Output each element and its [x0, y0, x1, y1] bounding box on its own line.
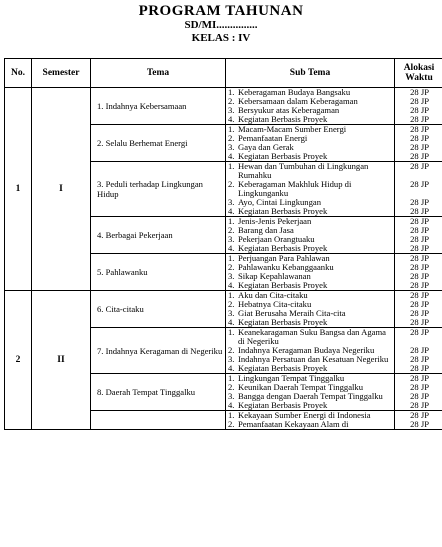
alokasi-cell: [395, 88, 442, 125]
subtema-label: Macam-Macam Sumber Energi: [238, 124, 347, 134]
alokasi-value: 28 JP: [410, 354, 429, 364]
semester-cell: I: [32, 88, 91, 291]
subtema-item: [226, 401, 394, 410]
subtema-item: [226, 244, 394, 253]
subtema-item: [226, 281, 394, 290]
subtema-number: 3.: [228, 197, 235, 207]
subtema-item: [226, 420, 394, 429]
subtema-label: Keberagaman Makhluk Hidup di Lingkunganku: [238, 179, 352, 198]
subtema-item: [226, 162, 394, 180]
tema-cell: 2. Selalu Berhemat Energi: [91, 125, 226, 162]
alokasi-cell: [395, 217, 442, 254]
subtema-number: 1.: [228, 290, 235, 300]
table-header-row: [5, 59, 442, 88]
subtema-item: [226, 328, 394, 346]
subtema-number: 2.: [228, 225, 235, 235]
subtema-cell: [226, 291, 395, 328]
tema-cell: 6. Cita-citaku: [91, 291, 226, 328]
subtema-item: [226, 115, 394, 124]
subtema-label: Kebersamaan dalam Keberagaman: [238, 96, 358, 106]
subtema-label: Perjuangan Para Pahlawan: [238, 253, 330, 263]
subtema-label: Kegiatan Berbasis Proyek: [238, 206, 328, 216]
subtema-number: 1.: [228, 124, 235, 134]
subtema-cell: [226, 411, 395, 430]
alokasi-value: 28 JP: [410, 280, 429, 290]
subtema-label: Pemanfaatan Energi: [238, 133, 308, 143]
alokasi-cell: [395, 291, 442, 328]
table-body: [5, 88, 442, 430]
alokasi-value: 28 JP: [410, 363, 429, 373]
col-header-semester: Semester: [32, 59, 91, 88]
subtema-number: 2.: [228, 419, 235, 429]
col-header-no: No.: [5, 59, 32, 88]
alokasi-value: 28 JP: [410, 161, 429, 171]
alokasi-value: 28 JP: [410, 114, 429, 124]
alokasi-value: 28 JP: [410, 179, 429, 189]
subtema-number: 4.: [228, 114, 235, 124]
alokasi-value: 28 JP: [410, 124, 429, 134]
subtema-cell: [226, 374, 395, 411]
alokasi-value: 28 JP: [410, 299, 429, 309]
subtema-number: 1.: [228, 161, 235, 171]
alokasi-cell: [395, 374, 442, 411]
subtema-number: 2.: [228, 96, 235, 106]
alokasi-value: 28 JP: [410, 410, 429, 420]
alokasi-value: 28 JP: [410, 105, 429, 115]
subtema-number: 3.: [228, 142, 235, 152]
subtema-label: Jenis-Jenis Pekerjaan: [238, 216, 312, 226]
subtema-label: Barang dan Jasa: [238, 225, 294, 235]
tema-cell: [91, 411, 226, 430]
alokasi-value: 28 JP: [410, 151, 429, 161]
subtema-number: 4.: [228, 400, 235, 410]
subtema-number: 1.: [228, 216, 235, 226]
subtema-number: 2.: [228, 299, 235, 309]
semester-cell: II: [32, 291, 91, 430]
subtema-label: Keanekaragaman Suku Bangsa dan Agama di Negeriku: [238, 327, 386, 346]
alokasi-value: 28 JP: [410, 253, 429, 263]
subtema-cell: [226, 125, 395, 162]
subtema-number: 2.: [228, 345, 235, 355]
alokasi-value: 28 JP: [410, 345, 429, 355]
alokasi-value: 28 JP: [410, 96, 429, 106]
alokasi-value: 28 JP: [410, 142, 429, 152]
subtema-number: 1.: [228, 373, 235, 383]
subtema-number: 3.: [228, 105, 235, 115]
subtema-number: 4.: [228, 317, 235, 327]
subtema-item: [226, 207, 394, 216]
alokasi-value: 28 JP: [410, 87, 429, 97]
subtema-label: Hebatnya Cita-citaku: [238, 299, 312, 309]
alokasi-value: 28 JP: [410, 419, 429, 429]
subtema-label: Pekerjaan Orangtuaku: [238, 234, 315, 244]
subtema-number: 3.: [228, 271, 235, 281]
subtema-number: 1.: [228, 87, 235, 97]
alokasi-value: 28 JP: [410, 206, 429, 216]
subtema-item: [226, 180, 394, 198]
tema-cell: 1. Indahnya Kebersamaan: [91, 88, 226, 125]
alokasi-value: 28 JP: [410, 262, 429, 272]
alokasi-value: 28 JP: [410, 290, 429, 300]
alokasi-value: 28 JP: [410, 308, 429, 318]
table-row: [5, 291, 442, 328]
subtema-number: 2.: [228, 133, 235, 143]
subtema-number: 4.: [228, 206, 235, 216]
alokasi-value: 28 JP: [410, 317, 429, 327]
alokasi-value: 28 JP: [410, 243, 429, 253]
subtema-cell: [226, 328, 395, 374]
subtema-label: Sikap Kepahlawanan: [238, 271, 311, 281]
alokasi-value: 28 JP: [410, 234, 429, 244]
subtema-number: 3.: [228, 391, 235, 401]
subtema-label: Indahnya Persatuan dan Kesatuan Negeriku: [238, 354, 389, 364]
subtema-cell: [226, 162, 395, 217]
tema-cell: 4. Berbagai Pekerjaan: [91, 217, 226, 254]
subtema-number: 1.: [228, 327, 235, 337]
tema-cell: 8. Daerah Tempat Tinggalku: [91, 374, 226, 411]
subtema-label: Hewan dan Tumbuhan di Lingkungan Rumahku: [238, 161, 369, 180]
alokasi-value: 28 JP: [410, 271, 429, 281]
page-title: PROGRAM TAHUNAN: [138, 3, 304, 19]
alokasi-value: 28 JP: [410, 391, 429, 401]
subtema-number: 3.: [228, 308, 235, 318]
subtema-number: 3.: [228, 354, 235, 364]
alokasi-cell: [395, 411, 442, 430]
alokasi-cell: [395, 125, 442, 162]
subtema-number: 4.: [228, 363, 235, 373]
subtema-label: Keberagaman Budaya Bangsaku: [238, 87, 351, 97]
col-header-subtema: Sub Tema: [226, 59, 395, 88]
annual-program-table: [4, 58, 442, 430]
subtema-number: 4.: [228, 280, 235, 290]
subtema-number: 3.: [228, 234, 235, 244]
subtema-label: Bangga dengan Daerah Tempat Tinggalku: [238, 391, 383, 401]
subtema-label: Indahnya Keragaman Budaya Negeriku: [238, 345, 375, 355]
subtema-label: Pahlawanku Kebanggaanku: [238, 262, 334, 272]
subtema-label: Bersyukur atas Keberagaman: [238, 105, 340, 115]
school-line: SD/MI...............: [184, 19, 258, 31]
subtema-label: Kegiatan Berbasis Proyek: [238, 280, 328, 290]
subtema-cell: [226, 88, 395, 125]
subtema-label: Kegiatan Berbasis Proyek: [238, 243, 328, 253]
subtema-label: Gaya dan Gerak: [238, 142, 294, 152]
subtema-label: Pemanfaatan Kekayaan Alam di: [238, 419, 349, 429]
subtema-item: [226, 152, 394, 161]
class-line: KELAS : IV: [191, 32, 251, 44]
alokasi-cell: [395, 254, 442, 291]
subtema-label: Aku dan Cita-citaku: [238, 290, 308, 300]
subtema-number: 4.: [228, 151, 235, 161]
row-number: 1: [5, 88, 32, 291]
alokasi-value: 28 JP: [410, 327, 429, 337]
tema-cell: 5. Pahlawanku: [91, 254, 226, 291]
col-header-alokasi: Alokasi Waktu: [395, 59, 442, 88]
subtema-label: Keunikan Daerah Tempat Tinggalku: [238, 382, 364, 392]
subtema-label: Kegiatan Berbasis Proyek: [238, 114, 328, 124]
subtema-cell: [226, 254, 395, 291]
subtema-label: Kekayaan Sumber Energi di Indonesia: [238, 410, 371, 420]
subtema-number: 2.: [228, 179, 235, 189]
alokasi-value: 28 JP: [410, 382, 429, 392]
tema-cell: 3. Peduli terhadap Lingkungan Hidup: [91, 162, 226, 217]
subtema-label: Giat Berusaha Meraih Cita-cita: [238, 308, 346, 318]
alokasi-cell: [395, 162, 442, 217]
subtema-label: Kegiatan Berbasis Proyek: [238, 400, 328, 410]
subtema-number: 2.: [228, 382, 235, 392]
subtema-number: 2.: [228, 262, 235, 272]
subtema-number: 1.: [228, 410, 235, 420]
subtema-label: Kegiatan Berbasis Proyek: [238, 363, 328, 373]
alokasi-value: 28 JP: [410, 133, 429, 143]
subtema-label: Kegiatan Berbasis Proyek: [238, 317, 328, 327]
subtema-item: [226, 318, 394, 327]
subtema-number: 1.: [228, 253, 235, 263]
subtema-label: Lingkungan Tempat Tinggalku: [238, 373, 345, 383]
subtema-item: [226, 364, 394, 373]
alokasi-value: 28 JP: [410, 373, 429, 383]
alokasi-value: 28 JP: [410, 216, 429, 226]
subtema-label: Kegiatan Berbasis Proyek: [238, 151, 328, 161]
table-row: [5, 88, 442, 125]
subtema-number: 4.: [228, 243, 235, 253]
alokasi-cell: [395, 328, 442, 374]
subtema-cell: [226, 217, 395, 254]
col-header-tema: Tema: [91, 59, 226, 88]
subtema-label: Ayo, Cintai Lingkungan: [238, 197, 321, 207]
alokasi-value: 28 JP: [410, 400, 429, 410]
alokasi-value: 28 JP: [410, 225, 429, 235]
row-number: 2: [5, 291, 32, 430]
tema-cell: 7. Indahnya Keragaman di Negeriku: [91, 328, 226, 374]
alokasi-value: 28 JP: [410, 197, 429, 207]
